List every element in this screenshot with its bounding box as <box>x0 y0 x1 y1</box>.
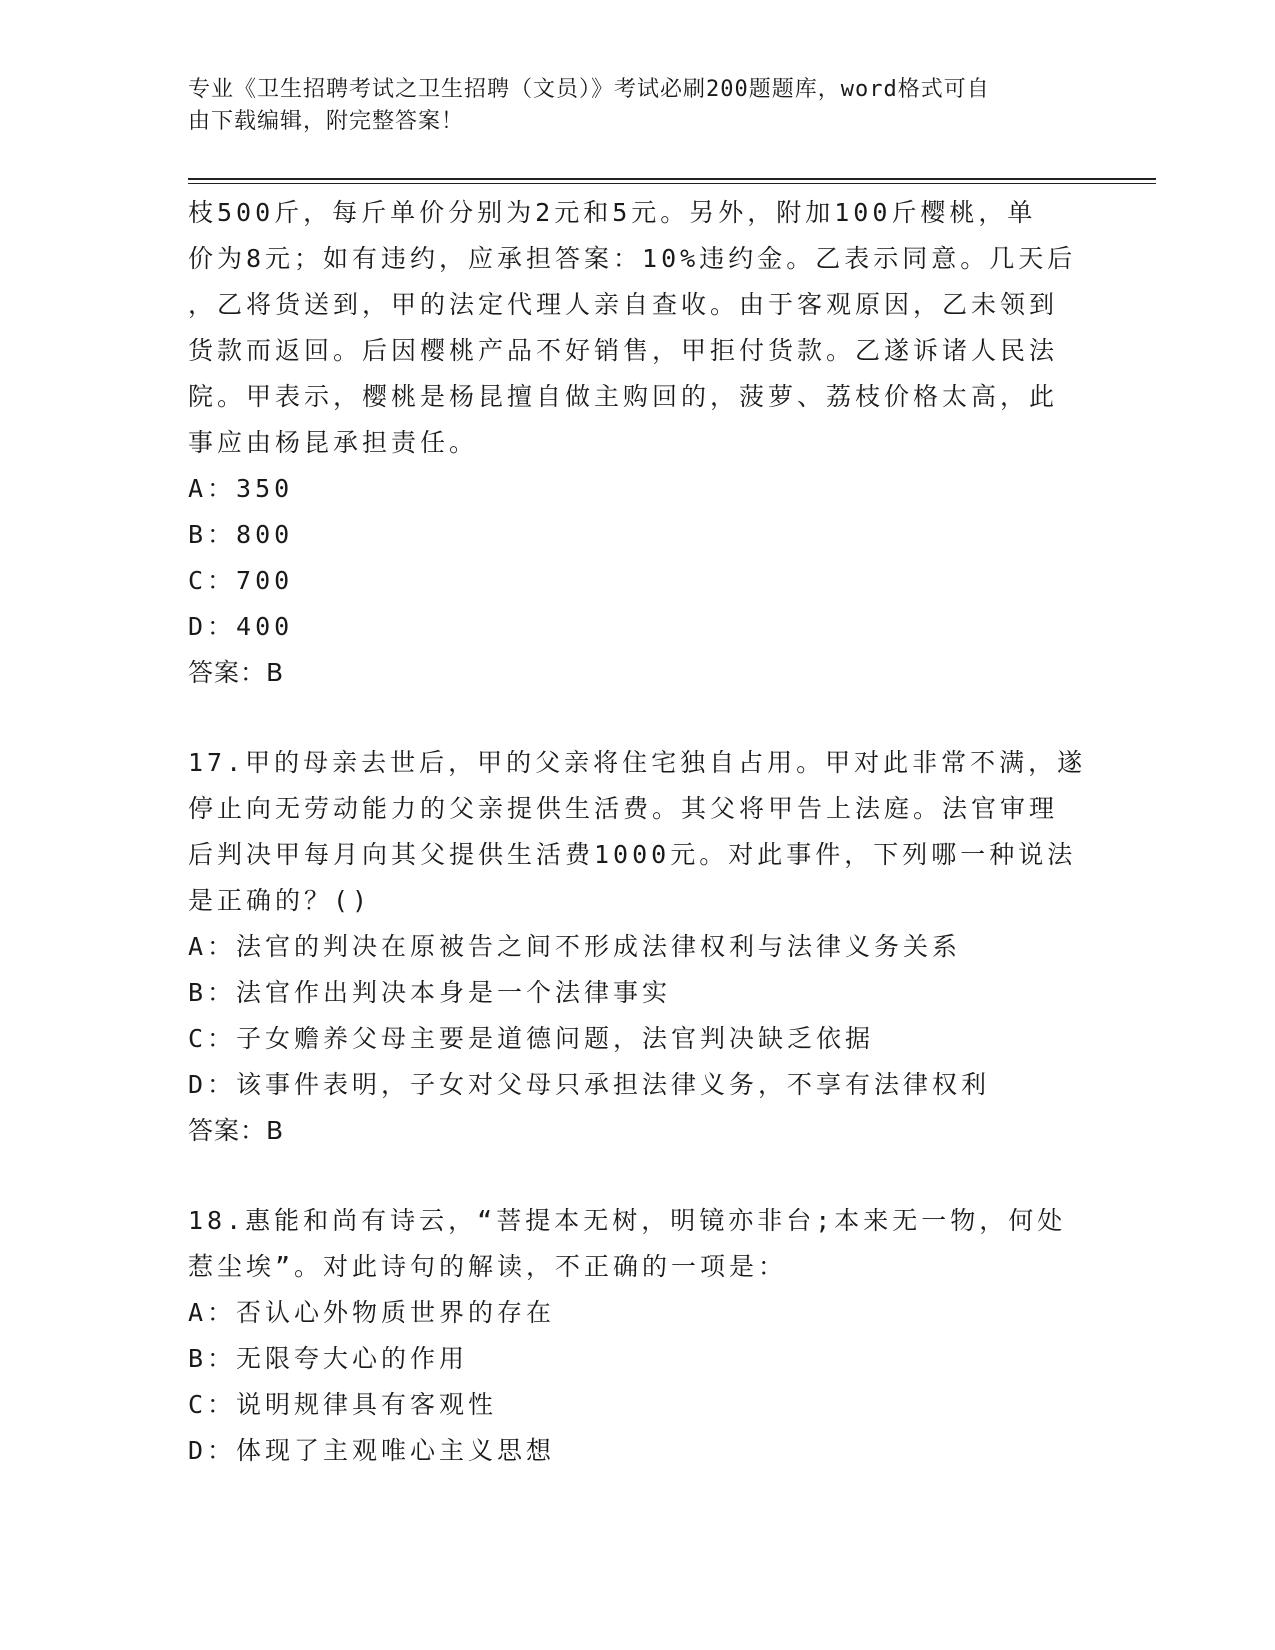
question-18-stem-line: 惹尘埃”。对此诗句的解读，不正确的一项是： <box>188 1252 788 1281</box>
question-18 <box>188 1198 1088 1474</box>
question-17 <box>188 740 1088 1154</box>
question-17-option-c: C：子女赡养父母主要是道德问题，法官判决缺乏依据 <box>188 1024 875 1053</box>
question-17-stem-line: 是正确的？() <box>188 886 372 915</box>
question-17-stem-line: 停止向无劳动能力的父亲提供生活费。其父将甲告上法庭。法官审理 <box>188 794 1059 823</box>
question-16-option-b: B：800 <box>188 520 294 549</box>
spacer <box>188 1154 1088 1198</box>
question-17-stem-line: 17.甲的母亲去世后，甲的父亲将住宅独自占用。甲对此非常不满，遂 <box>188 748 1087 777</box>
question-16-stem-line: 价为8元；如有违约，应承担答案：10%违约金。乙表示同意。几天后 <box>188 244 1077 273</box>
question-18-option-a: A：否认心外物质世界的存在 <box>188 1298 556 1327</box>
header-line-2: 由下载编辑，附完整答案！ <box>188 109 465 134</box>
question-17-option-a: A：法官的判决在原被告之间不形成法律权利与法律义务关系 <box>188 932 962 961</box>
question-16-stem-line: 货款而返回。后因樱桃产品不好销售，甲拒付货款。乙遂诉诸人民法 <box>188 336 1059 365</box>
question-18-option-d: D：体现了主观唯心主义思想 <box>188 1436 556 1465</box>
header-divider-thick <box>188 178 1156 180</box>
document-body <box>188 190 1088 1474</box>
question-17-option-b: B：法官作出判决本身是一个法律事实 <box>188 978 672 1007</box>
question-16-stem-line: 枝500斤，每斤单价分别为2元和5元。另外，附加100斤樱桃，单 <box>188 198 1037 227</box>
header-divider-thin <box>188 183 1156 184</box>
header-line-1: 专业《卫生招聘考试之卫生招聘（文员）》考试必刷200题题库，word格式可自 <box>188 77 990 102</box>
question-18-option-b: B：无限夸大心的作用 <box>188 1344 469 1373</box>
question-18-option-c: C：说明规律具有客观性 <box>188 1390 498 1419</box>
question-16-answer: 答案：B <box>188 658 285 687</box>
question-16 <box>188 190 1088 696</box>
spacer <box>188 696 1088 740</box>
question-16-stem-line: 院。甲表示，樱桃是杨昆擅自做主购回的，菠萝、荔枝价格太高，此 <box>188 382 1059 411</box>
question-17-answer: 答案：B <box>188 1116 285 1145</box>
question-16-option-a: A：350 <box>188 474 294 503</box>
question-17-option-d: D：该事件表明，子女对父母只承担法律义务，不享有法律权利 <box>188 1070 991 1099</box>
question-16-stem-line: ，乙将货送到，甲的法定代理人亲自查收。由于客观原因，乙未领到 <box>188 290 1059 319</box>
question-18-stem-line: 18.惠能和尚有诗云，“菩提本无树，明镜亦非台;本来无一物，何处 <box>188 1206 1067 1235</box>
question-17-stem-line: 后判决甲每月向其父提供生活费1000元。对此事件，下列哪一种说法 <box>188 840 1077 869</box>
document-header <box>188 74 1078 138</box>
question-16-option-c: C：700 <box>188 566 294 595</box>
question-16-option-d: D：400 <box>188 612 294 641</box>
question-16-stem-line: 事应由杨昆承担责任。 <box>188 428 479 457</box>
